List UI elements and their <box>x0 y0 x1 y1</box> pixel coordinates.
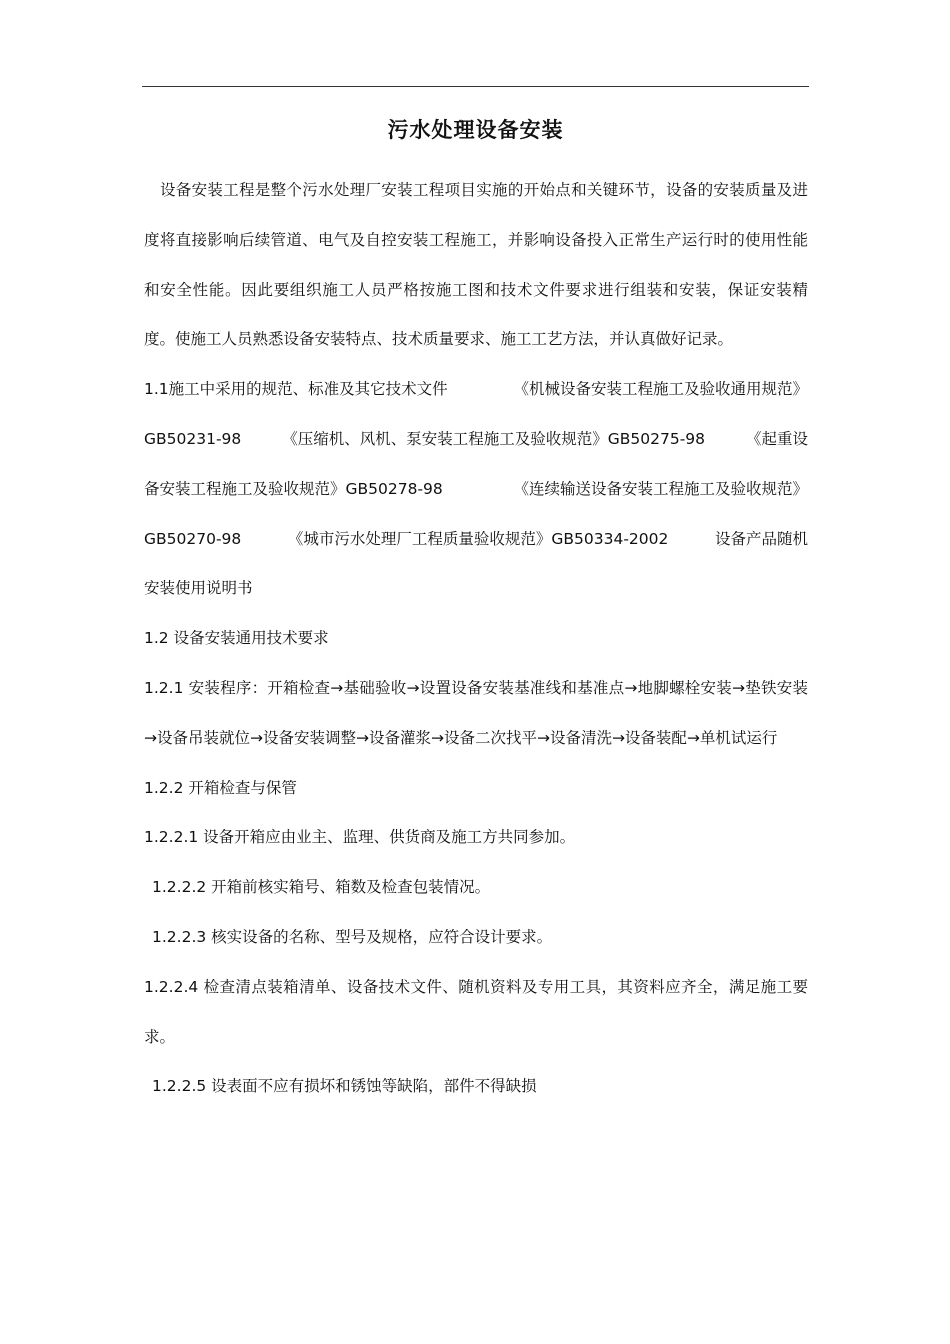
reference-line-1 <box>144 365 808 415</box>
list-item: 1.2.2.2 开箱前核实箱号、箱数及检查包装情况。 <box>152 878 491 897</box>
header-rule <box>142 86 809 87</box>
ref-text: 《机械设备安装工程施工及验收通用规范》 <box>513 380 808 399</box>
section-heading-1-2-2: 1.2.2 开箱检查与保管 <box>144 778 297 797</box>
list-item: 1.2.2.5 设表面不应有损坏和锈蚀等缺陷，部件不得缺损 <box>152 1077 537 1096</box>
document-title: 污水处理设备安装 <box>387 118 564 142</box>
list-item: 1.2.2.1 设备开箱应由业主、监理、供货商及施工方共同参加。 <box>144 828 576 847</box>
ref-text: GB50270-98 <box>144 529 242 548</box>
ref-text: 《城市污水处理厂工程质量验收规范》GB50334-2002 <box>287 529 669 548</box>
reference-line-4 <box>144 515 808 565</box>
document-body <box>144 166 808 1112</box>
list-item: 1.2.2.3 核实设备的名称、型号及规格，应符合设计要求。 <box>152 927 553 946</box>
list-item: 1.2.2.4 检查清点装箱清单、设备技术文件、随机资料及专用工具，其资料应齐全，满足施工要求。 <box>144 977 808 1046</box>
reference-line-3 <box>144 465 808 515</box>
ref-text: 设备产品随机 <box>714 529 808 548</box>
ref-text: GB50231-98 <box>144 429 242 448</box>
ref-text: 《压缩机、风机、泵安装工程施工及验收规范》GB50275-98 <box>282 429 706 448</box>
ref-text: 《连续输送设备安装工程施工及验收规范》 <box>513 479 808 498</box>
reference-line-5: 安装使用说明书 <box>144 579 253 598</box>
ref-text: 《起重设 <box>745 429 808 448</box>
reference-line-2 <box>144 415 808 465</box>
ref-text: 1.1施工中采用的规范、标准及其它技术文件 <box>144 380 448 399</box>
intro-paragraph: 设备安装工程是整个污水处理厂安装工程项目实施的开始点和关键环节，设备的安装质量及进度将直接影响后续管道、电气及自控安装工程施工，并影响设备投入正常生产运行时的使用性能和安全性能。因此要组织施工人员严格按施工图和技术文件要求进行组装和安装，保证安装精度。使施工人员熟悉设备安装特点、技术质量要求、施工工艺方法，并认真做好记录。 <box>144 181 808 349</box>
section-1-2-1-paragraph: 1.2.1 安装程序：开箱检查→基础验收→设置设备安装基准线和基准点→地脚螺栓安装→垫铁安装→设备吊装就位→设备安装调整→设备灌浆→设备二次找平→设备清洗→设备装配→单机试运行 <box>144 678 808 747</box>
section-heading-1-2: 1.2 设备安装通用技术要求 <box>144 629 329 648</box>
ref-text: 备安装工程施工及验收规范》GB50278-98 <box>144 479 443 498</box>
